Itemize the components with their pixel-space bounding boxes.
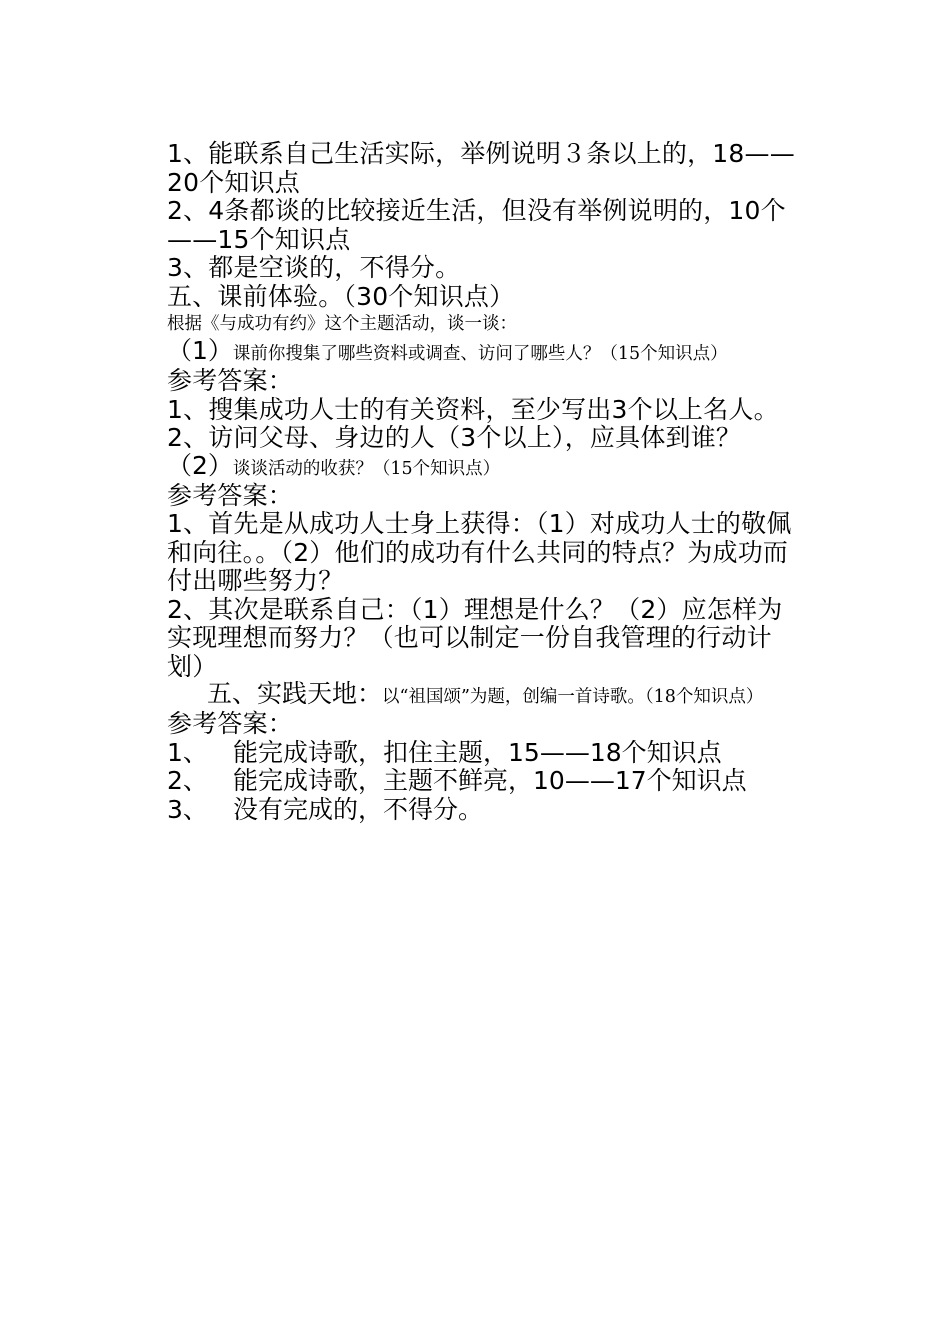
answer-label: 参考答案： xyxy=(167,709,294,738)
scoring-item-3: 3、都是空谈的，不得分。 xyxy=(167,253,461,282)
question-1-text: 课前你搜集了哪些资料或调查、访问了哪些人？（15个知识点） xyxy=(232,344,728,364)
list-item-text: 没有完成的，不得分。 xyxy=(233,794,484,824)
document-body xyxy=(167,140,807,824)
scoring-item-2: 2、4条都谈的比较接近生活，但没有举例说明的，10个——15个知识点 xyxy=(167,196,786,254)
practice-text: 以“祖国颂”为题，创编一首诗歌。（18个知识点） xyxy=(382,687,764,707)
answer-item: 2、访问父母、身边的人（3个以上），应具体到谁？ xyxy=(167,423,742,452)
practice-section xyxy=(167,681,807,710)
practice-answer-list xyxy=(167,739,807,825)
answer-item: 1、首先是从成功人士身上获得：（1）对成功人士的敬佩和向往。。（2）他们的成功有什么共同的特点？为成功而付出哪些努力？ xyxy=(167,509,792,595)
scoring-item-1: 1、能联系自己生活实际，举例说明３条以上的，18——20个知识点 xyxy=(167,139,795,197)
answer-label: 参考答案： xyxy=(167,480,294,510)
question-2-number: （2） xyxy=(167,450,233,480)
question-2 xyxy=(167,450,807,482)
list-item-number: 3、 xyxy=(167,794,208,824)
list-item-text: 能完成诗歌，主题不鲜亮，10——17个知识点 xyxy=(233,766,747,795)
answer-item: 1、搜集成功人士的有关资料，至少写出3个以上名人。 xyxy=(167,394,779,424)
question-1 xyxy=(167,338,807,367)
question-1-number: （1） xyxy=(167,336,233,365)
section-intro: 根据《与成功有约》这个主题活动，谈一谈： xyxy=(167,314,517,334)
section-heading-pre-class: 五、课前体验。（30个知识点） xyxy=(167,281,515,311)
list-item-number: 2、 xyxy=(167,766,208,795)
list-item-text: 能完成诗歌，扣住主题，15——18个知识点 xyxy=(233,737,722,767)
list-item xyxy=(167,796,807,825)
list-item-number: 1、 xyxy=(167,737,208,767)
list-item xyxy=(167,739,807,768)
practice-heading: 五、实践天地： xyxy=(207,679,383,708)
list-item xyxy=(167,767,807,796)
question-2-text: 谈谈活动的收获？（15个知识点） xyxy=(232,458,501,479)
answer-label: 参考答案： xyxy=(167,366,294,395)
answer-item: 2、其次是联系自己：（1）理想是什么？（2）应怎样为实现理想而努力？（也可以制定一份自我管理的行动计划） xyxy=(167,594,783,681)
